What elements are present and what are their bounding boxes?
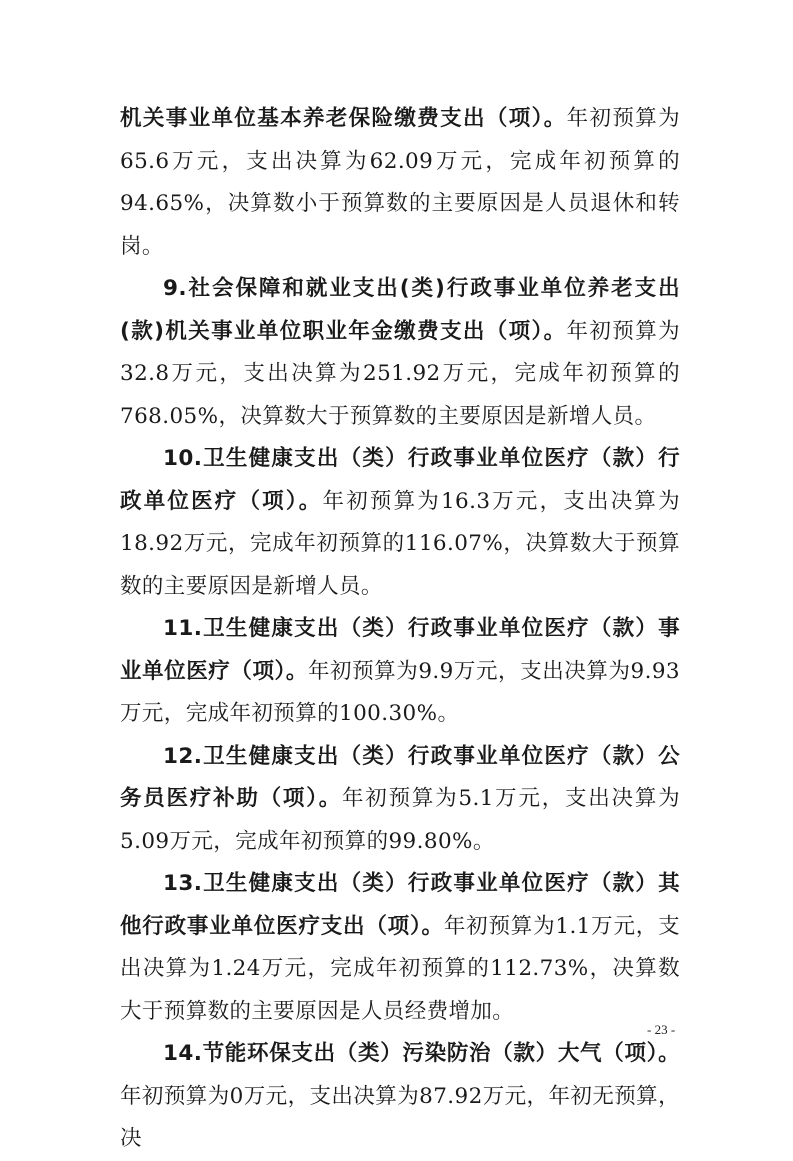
paragraph-6-text: 年初预算为1.1万元，支出决算为1.24万元，完成年初预算的112.73%，决算数大于预算数的主要原因是人员经费增加。 xyxy=(120,913,680,1024)
paragraph-6 xyxy=(120,863,680,1033)
paragraph-5 xyxy=(120,736,680,864)
paragraph-3-text: 年初预算为16.3万元，支出决算为18.92万元，完成年初预算的116.07%，决算数大于预算数的主要原因是新增人员。 xyxy=(120,488,680,599)
paragraph-3-heading: 10.卫生健康支出（类）行政事业单位医疗（款）行政单位医疗（项）。 xyxy=(120,446,680,514)
paragraph-4 xyxy=(120,608,680,736)
paragraph-1 xyxy=(120,98,680,268)
paragraph-7-text: 年初预算为0万元，支出决算为87.92万元，年初无预算，决 xyxy=(120,1083,680,1151)
page-number: - 23 - xyxy=(647,1022,676,1037)
document-body xyxy=(120,98,680,1161)
paragraph-1-text: 年初预算为65.6万元，支出决算为62.09万元，完成年初预算的94.65%，决算数小于预算数的主要原因是人员退休和转岗。 xyxy=(120,106,680,259)
paragraph-2 xyxy=(120,268,680,438)
paragraph-7 xyxy=(120,1033,680,1161)
paragraph-2-text: 年初预算为32.8万元，支出决算为251.92万元，完成年初预算的768.05%，决算数大于预算数的主要原因是新增人员。 xyxy=(120,318,680,429)
paragraph-2-heading: 9.社会保障和就业支出(类)行政事业单位养老支出(款)机关事业单位职业年金缴费支出（项）。 xyxy=(120,276,680,344)
paragraph-7-heading: 14.节能环保支出（类）污染防治（款）大气（项）。 xyxy=(163,1041,680,1066)
paragraph-6-heading: 13.卫生健康支出（类）行政事业单位医疗（款）其他行政事业单位医疗支出（项）。 xyxy=(120,871,680,939)
paragraph-3 xyxy=(120,438,680,608)
paragraph-4-text: 年初预算为9.9万元，支出决算为9.93万元，完成年初预算的100.30%。 xyxy=(120,658,680,726)
paragraph-4-heading: 11.卫生健康支出（类）行政事业单位医疗（款）事业单位医疗（项）。 xyxy=(120,616,680,684)
paragraph-1-heading: 机关事业单位基本养老保险缴费支出（项）。 xyxy=(120,106,567,131)
paragraph-5-text: 年初预算为5.1万元，支出决算为5.09万元，完成年初预算的99.80%。 xyxy=(120,786,680,854)
paragraph-5-heading: 12.卫生健康支出（类）行政事业单位医疗（款）公务员医疗补助（项）。 xyxy=(120,743,680,811)
